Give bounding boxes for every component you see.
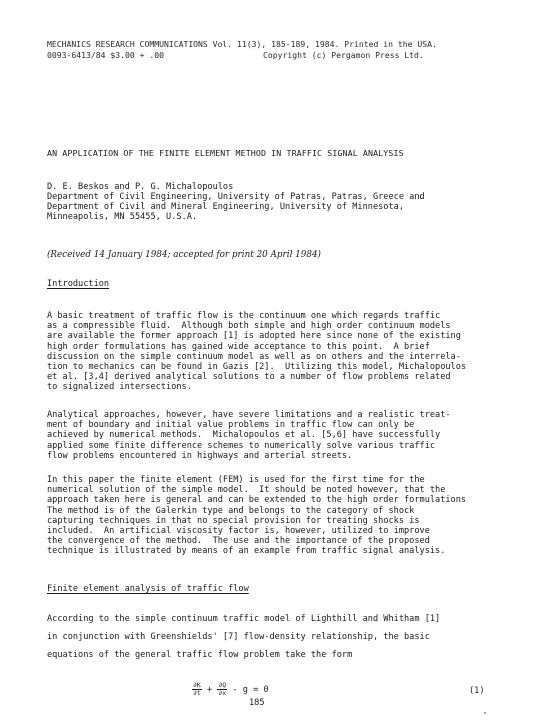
affiliation-line-2: Department of Civil and Mineral Engineering, University of Minnesota,	[47, 202, 404, 212]
paper-title: AN APPLICATION OF THE FINITE ELEMENT METHOD IN TRAFFIC SIGNAL ANALYSIS	[47, 148, 404, 158]
page-number: 185	[249, 698, 265, 708]
intro-paragraph-2: Analytical approaches, however, have severe limitations and a realistic treat- ment of boundary and initial value problems in traffic flow can only be achieved by numerical methods. Michalopoulos et al. [5,6] have successfully applied some finite difference schemes to numerically solve various traffic flow problems encountered in highways and arterial streets.	[47, 410, 451, 461]
scan-speck	[484, 712, 486, 714]
dq-numerator: ∂Q	[218, 681, 227, 689]
journal-header-line1: MECHANICS RESEARCH COMMUNICATIONS Vol. 11(3), 185-189, 1984. Printed in the USA.	[47, 39, 437, 49]
section-heading-fea: Finite element analysis of traffic flow	[47, 584, 249, 594]
received-dates: (Received 14 January 1984; accepted for print 20 April 1984)	[47, 250, 321, 260]
affiliation-line-1: Department of Civil Engineering, University of Patras, Patras, Greece and	[47, 192, 425, 202]
authors: D. E. Beskos and P. G. Michalopoulos	[47, 182, 234, 192]
fea-line-1: According to the simple continuum traffic model of Lighthill and Whitham [1]	[47, 614, 441, 624]
plus-sign: +	[207, 685, 213, 695]
section-heading-introduction: Introduction	[47, 279, 110, 289]
fea-line-3: equations of the general traffic flow problem take the form	[47, 650, 353, 660]
equation-1	[192, 682, 269, 697]
dk-dt-fraction	[192, 682, 202, 697]
dk-numerator: ∂K	[193, 681, 201, 689]
dq-dx-fraction	[217, 682, 227, 697]
intro-paragraph-1: A basic treatment of traffic flow is the continuum one which regards traffic as a compressible fluid. Although both simple and high order continuum models are available the former approach [1] is adopted here since none of the existing high order formulations has gained wide acceptance to this point. A brief discussion on the simple continuum model as well as on others and the interrela- tion to mechanics can be found in Gazis [2]. Utilizing this model, Michalopoulos et al. [3,4] derived analytical solutions to a number of flow problems related to signalized intersections.	[47, 311, 467, 393]
equation-remainder: - g = 0	[232, 685, 269, 695]
equation-number: (1)	[469, 686, 485, 696]
journal-header-issn-price: 0093-6413/84 $3.00 + .00	[47, 50, 164, 60]
dt-denominator: ∂t	[193, 689, 201, 697]
journal-header-copyright: Copyright (c) Pergamon Press Ltd.	[263, 50, 424, 60]
affiliation-line-3: Minneapolis, MN 55455, U.S.A.	[47, 212, 198, 222]
fea-line-2: in conjunction with Greenshields' [7] flow-density relationship, the basic	[47, 632, 430, 642]
dx-denominator: ∂x	[218, 689, 227, 697]
intro-paragraph-3: In this paper the finite element (FEM) is used for the first time for the numerical solution of the simple model. It should be noted however, that the approach taken here is general and can be extended to the high order formulations The method is of the Galerkin type and belongs to the category of shock capturing techniques in that no special provision for treating shocks is included. An artificial viscosity factor is, however, utilized to improve the convergence of the method. The use and the importance of the proposed technique is illustrated by means of an example from traffic signal analysis.	[47, 475, 467, 557]
